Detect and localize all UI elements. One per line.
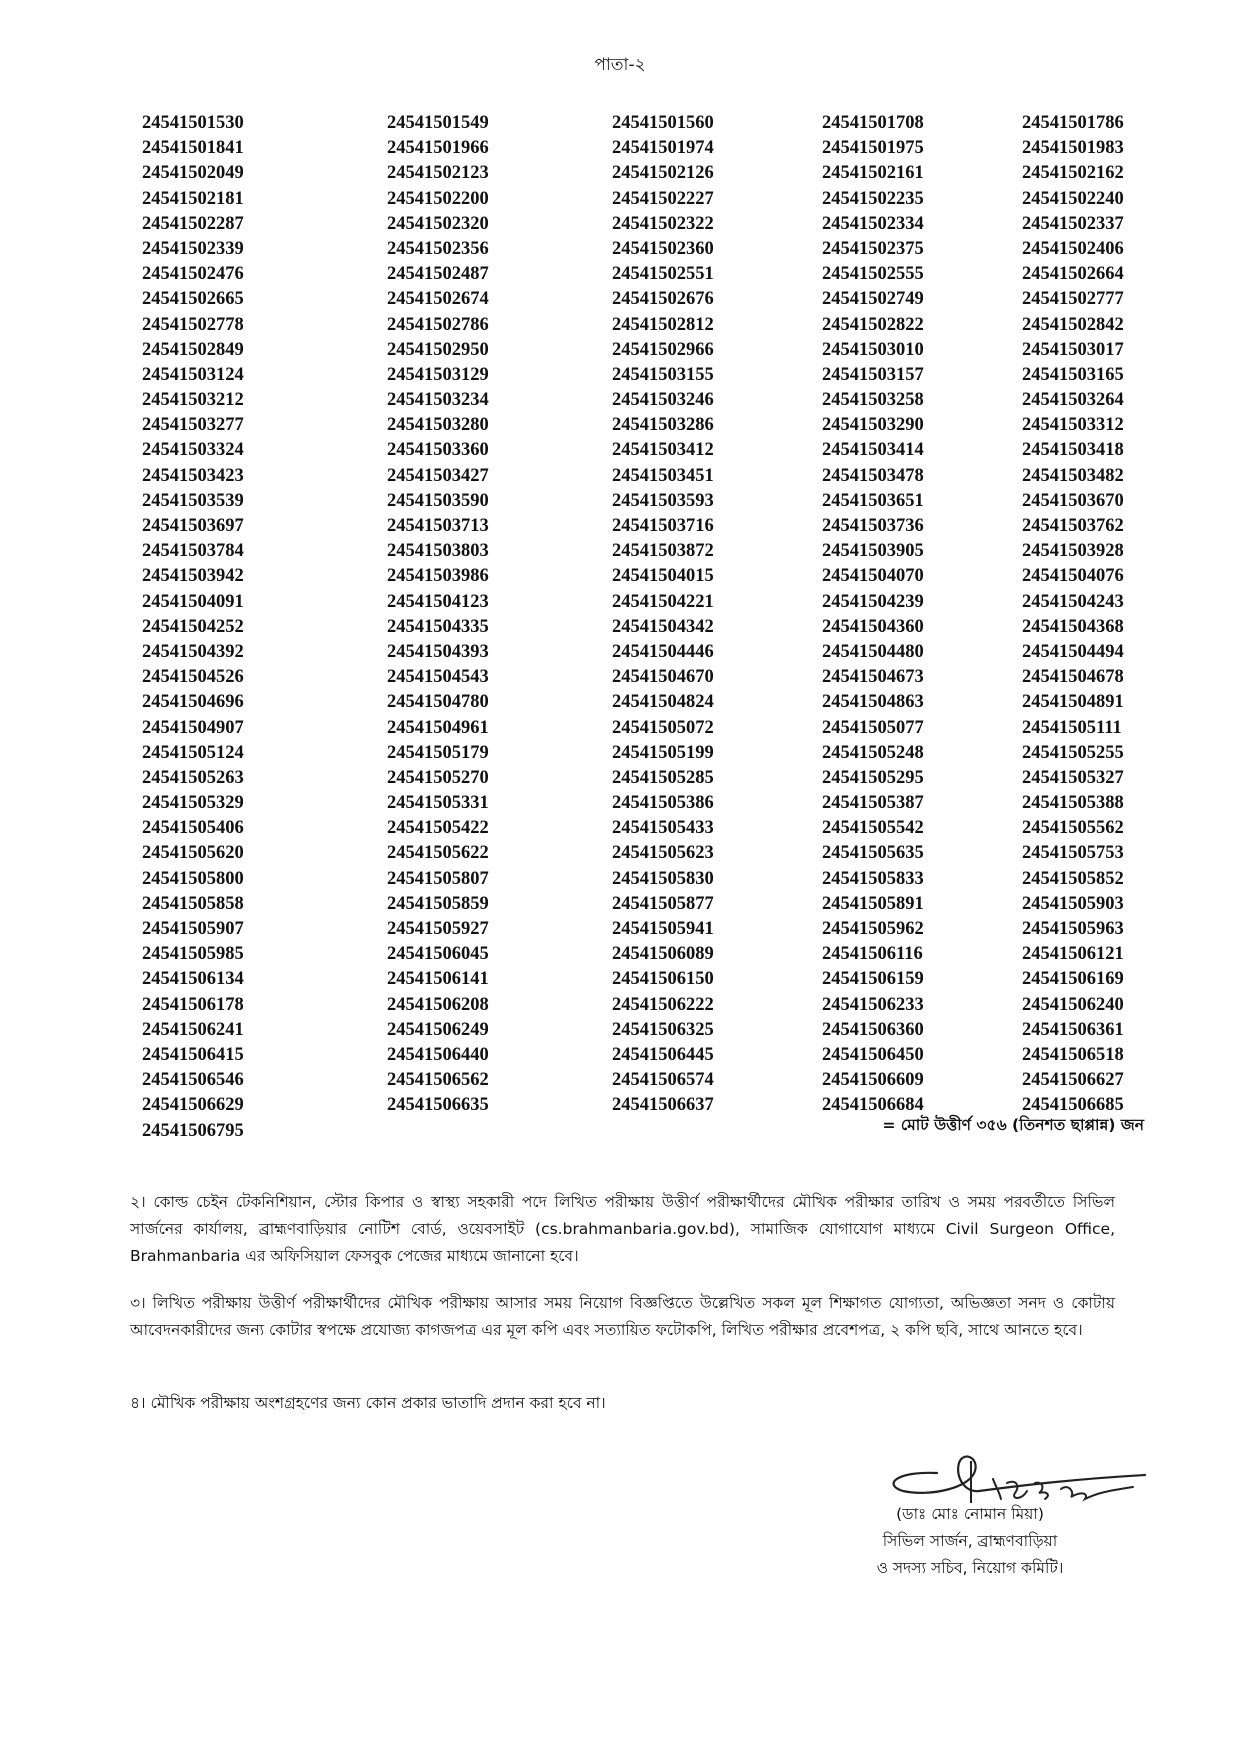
roll-number-cell: 24541504961 <box>387 717 489 738</box>
roll-number-cell: 24541502227 <box>612 188 714 209</box>
roll-number-cell: 24541504070 <box>822 566 924 587</box>
roll-number-cell: 24541502674 <box>387 289 489 310</box>
roll-number-cell: 24541504393 <box>387 641 489 662</box>
roll-number-cell: 24541504824 <box>612 692 714 713</box>
roll-number-cell: 24541505635 <box>822 843 924 864</box>
roll-number-cell: 24541503762 <box>1022 516 1124 536</box>
roll-number-cell: 24541503212 <box>142 390 244 411</box>
roll-number-cell: 24541503010 <box>822 339 924 360</box>
roll-number-cell: 24541502676 <box>612 289 714 310</box>
roll-number-cell: 24541505800 <box>142 868 244 889</box>
roll-number-cell: 24541504863 <box>822 692 924 713</box>
roll-number-cell: 24541503803 <box>387 541 489 562</box>
roll-number-cell: 24541506222 <box>612 994 714 1015</box>
roll-number-cell: 24541506635 <box>387 1095 489 1116</box>
roll-number-cell: 24541503697 <box>142 516 244 536</box>
roll-number-cell: 24541506121 <box>1022 944 1124 965</box>
roll-number-cell: 24541503414 <box>822 440 924 461</box>
roll-number-cell: 24541503157 <box>822 364 924 385</box>
roll-number-cell: 24541505907 <box>142 919 244 939</box>
roll-number-cell: 24541502320 <box>387 213 489 234</box>
roll-number-cell: 24541505422 <box>387 818 489 839</box>
roll-number-cell: 24541502123 <box>387 163 489 184</box>
roll-number-cell: 24541505386 <box>612 793 714 814</box>
roll-number-cell: 24541502162 <box>1022 163 1124 184</box>
roll-number-cell: 24541505285 <box>612 767 714 788</box>
roll-number-cell: 24541505858 <box>142 893 244 914</box>
roll-number-cell: 24541504696 <box>142 692 244 713</box>
roll-number-cell: 24541502322 <box>612 213 714 234</box>
roll-number-cell: 24541501841 <box>142 138 244 159</box>
roll-number-cell: 24541503155 <box>612 364 714 385</box>
notice-paragraph-3: ৩। লিখিত পরীক্ষায় উত্তীর্ণ পরীক্ষার্থীদের মৌখিক পরীক্ষায় আসার সময় নিয়োগ বিজ্ঞপ্তিতে উল্লেখিত সকল মূল শিক্ষাগত যোগ্যতা, অভিজ্ঞতা সনদ ও কোটায় আবেদনকারীদের জন্য কোটার স্বপক্ষে প্রযোজ্য কাগজপত্র এর মূল কপি এবং সত্যায়িত ফটোকপি, লিখিত পরীক্ষার প্রবেশপত্র, ২ কপি ছবি, সাথে আনতে হবে। <box>130 1294 1115 1339</box>
roll-number-cell: 24541505327 <box>1022 767 1124 788</box>
roll-number-cell: 24541505072 <box>612 717 714 738</box>
roll-number-cell: 24541503423 <box>142 465 244 486</box>
roll-number-cell: 24541506089 <box>612 944 714 965</box>
roll-number-cell: 24541506609 <box>822 1070 924 1091</box>
roll-number-cell: 24541503651 <box>822 490 924 511</box>
roll-number-cell: 24541502200 <box>387 188 489 209</box>
roll-number-cell: 24541502777 <box>1022 289 1124 310</box>
roll-number-cell: 24541504252 <box>142 616 244 637</box>
roll-number-cell: 24541506562 <box>387 1070 489 1091</box>
roll-number-cell: 24541505963 <box>1022 919 1124 939</box>
roll-number-cell: 24541506150 <box>612 969 714 990</box>
roll-number-cell: 24541502049 <box>142 163 244 184</box>
roll-number-cell: 24541505830 <box>612 868 714 889</box>
roll-number-cell: 24541504243 <box>1022 591 1124 612</box>
roll-number-cell: 24541501974 <box>612 138 714 159</box>
roll-number-cell: 24541501786 <box>1022 113 1124 133</box>
roll-number-cell: 24541503324 <box>142 440 244 461</box>
roll-number-cell: 24541506116 <box>822 944 923 965</box>
roll-number-cell: 24541505620 <box>142 843 244 864</box>
roll-number-cell: 24541503905 <box>822 541 924 562</box>
roll-number-cell: 24541502337 <box>1022 213 1124 234</box>
roll-number-cell: 24541504678 <box>1022 667 1124 688</box>
roll-number-cell: 24541505255 <box>1022 742 1124 763</box>
roll-number-cell: 24541504221 <box>612 591 714 612</box>
roll-number-cell: 24541506178 <box>142 994 244 1015</box>
roll-number-cell: 24541506325 <box>612 1019 714 1040</box>
notice-paragraph-4: ৪। মৌখিক পরীক্ষায় অংশগ্রহণের জন্য কোন প্রকার ভাতাদি প্রদান করা হবে না। <box>130 1394 606 1412</box>
roll-number-cell: 24541506627 <box>1022 1070 1124 1091</box>
roll-number-cell: 24541503258 <box>822 390 924 411</box>
roll-number-cell: 24541506415 <box>142 1044 244 1065</box>
roll-number-cell: 24541504360 <box>822 616 924 637</box>
roll-number-cell: 24541503129 <box>387 364 489 385</box>
roll-number-cell: 24541502812 <box>612 314 714 335</box>
roll-number-cell: 24541505985 <box>142 944 244 965</box>
roll-number-cell: 24541502842 <box>1022 314 1124 335</box>
roll-number-cell: 24541503234 <box>387 390 489 411</box>
roll-number-cell: 24541502778 <box>142 314 244 335</box>
roll-number-cell: 24541504494 <box>1022 641 1124 662</box>
roll-number-cell: 24541503277 <box>142 415 244 436</box>
roll-number-cell: 24541505124 <box>142 742 244 763</box>
roll-number-cell: 24541506169 <box>1022 969 1124 990</box>
roll-number-cell: 24541505295 <box>822 767 924 788</box>
roll-number-cell: 24541502664 <box>1022 264 1124 285</box>
roll-number-cell: 24541502406 <box>1022 238 1124 259</box>
roll-number-cell <box>612 1119 822 1144</box>
roll-number-cell: 24541505859 <box>387 893 489 914</box>
roll-number-cell: 24541504368 <box>1022 616 1124 637</box>
roll-number-cell: 24541503427 <box>387 465 489 486</box>
roll-number-cell: 24541506440 <box>387 1044 489 1065</box>
roll-number-cell: 24541502339 <box>142 238 244 259</box>
signature-block <box>840 1433 1170 1603</box>
roll-number-cell: 24541505199 <box>612 742 714 763</box>
roll-number-cell: 24541506795 <box>142 1120 244 1141</box>
roll-number-cell: 24541501560 <box>612 113 714 133</box>
roll-number-cell: 24541505248 <box>822 742 924 763</box>
roll-number-cell: 24541502240 <box>1022 188 1124 209</box>
roll-number-cell: 24541506684 <box>822 1095 924 1116</box>
roll-number-cell: 24541505329 <box>142 793 244 814</box>
roll-number-cell: 24541505852 <box>1022 868 1124 889</box>
roll-number-cell: 24541504392 <box>142 641 244 662</box>
roll-number-cell: 24541505406 <box>142 818 244 839</box>
notice-paragraph-2: ২। কোল্ড চেইন টেকনিশিয়ান, স্টোর কিপার ও স্বাস্থ্য সহকারী পদে লিখিত পরীক্ষায় উত্তীর্ণ পরীক্ষার্থীদের মৌখিক পরীক্ষার তারিখ ও সময় পরবর্তীতে সিভিল সার্জনের কার্যালয়, ব্রাহ্মণবাড়িয়ার নোটিশ বোর্ড, ওয়েবসাইট (cs.brahmanbaria.gov.bd), সামাজিক যোগাযোগ মাধ্যমে Civil Surgeon Office, Brahmanbaria এর অফিসিয়াল ফেসবুক পেজের মাধ্যমে জানানো হবে। <box>130 1193 1115 1265</box>
roll-number-cell: 24541501708 <box>822 113 924 133</box>
roll-number-cell: 24541504015 <box>612 566 714 587</box>
roll-number-cell: 24541503478 <box>822 465 924 486</box>
roll-number-cell: 24541505941 <box>612 919 714 939</box>
roll-number-cell: 24541506360 <box>822 1019 924 1040</box>
roll-number-cell: 24541506208 <box>387 994 489 1015</box>
roll-number-cell: 24541503017 <box>1022 339 1124 360</box>
roll-number-cell: 24541505433 <box>612 818 714 839</box>
roll-number-cell: 24541505077 <box>822 717 924 738</box>
roll-number-cell: 24541505331 <box>387 793 489 814</box>
signatory-committee-role: ও সদস্য সচিব, নিয়োগ কমিটি। <box>876 1559 1064 1577</box>
roll-number-cell: 24541502287 <box>142 213 244 234</box>
roll-number-cell: 24541502235 <box>822 188 924 209</box>
roll-number-cell: 24541506159 <box>822 969 924 990</box>
page-number-label: পাতা-২ <box>594 55 646 75</box>
roll-number-cell: 24541502375 <box>822 238 924 259</box>
roll-number-cell: 24541503451 <box>612 465 714 486</box>
roll-number-cell: 24541506249 <box>387 1019 489 1040</box>
roll-number-cell: 24541505179 <box>387 742 489 763</box>
roll-number-cell: 24541504091 <box>142 591 244 612</box>
roll-number-cell: 24541502334 <box>822 213 924 234</box>
roll-number-cell: 24541502966 <box>612 339 714 360</box>
roll-number-cell: 24541503482 <box>1022 465 1124 486</box>
roll-number-cell: 24541506240 <box>1022 994 1124 1015</box>
roll-number-cell: 24541502749 <box>822 289 924 310</box>
roll-number-cell: 24541503784 <box>142 541 244 562</box>
roll-number-cell: 24541503928 <box>1022 541 1124 562</box>
roll-number-cell: 24541504670 <box>612 667 714 688</box>
roll-number-cell: 24541505903 <box>1022 893 1124 914</box>
roll-number-cell: 24541505962 <box>822 919 924 939</box>
roll-number-cell: 24541503165 <box>1022 364 1124 385</box>
roll-number-cell: 24541501530 <box>142 113 244 133</box>
roll-number-cell: 24541503246 <box>612 390 714 411</box>
roll-number-cell: 24541504526 <box>142 667 244 688</box>
roll-number-cell: 24541502126 <box>612 163 714 184</box>
roll-number-cell: 24541506045 <box>387 944 489 965</box>
roll-number-cell: 24541505263 <box>142 767 244 788</box>
roll-number-cell: 24541502487 <box>387 264 489 285</box>
roll-number-cell: 24541506233 <box>822 994 924 1015</box>
roll-number-cell: 24541505623 <box>612 843 714 864</box>
roll-number-cell: 24541506546 <box>142 1070 244 1091</box>
roll-number-cell: 24541501966 <box>387 138 489 159</box>
roll-number-cell: 24541503736 <box>822 516 924 536</box>
roll-number-cell: 24541506134 <box>142 969 244 990</box>
roll-number-cell: 24541503124 <box>142 364 244 385</box>
roll-number-cell: 24541504342 <box>612 616 714 637</box>
roll-number-cell: 24541505542 <box>822 818 924 839</box>
roll-number-cell: 24541506637 <box>612 1095 714 1116</box>
roll-number-cell: 24541504891 <box>1022 692 1124 713</box>
roll-number-cell: 24541505753 <box>1022 843 1124 864</box>
roll-number-cell: 24541506685 <box>1022 1095 1124 1116</box>
roll-number-cell: 24541506361 <box>1022 1019 1124 1040</box>
roll-number-cell: 24541503312 <box>1022 415 1124 436</box>
roll-number-cell: 24541506450 <box>822 1044 924 1065</box>
roll-number-cell: 24541505387 <box>822 793 924 814</box>
roll-number-cell: 24541503418 <box>1022 440 1124 461</box>
roll-number-cell: 24541502822 <box>822 314 924 335</box>
roll-number-cell: 24541504480 <box>822 641 924 662</box>
roll-number-cell: 24541502551 <box>612 264 714 285</box>
roll-number-cell: 24541504907 <box>142 717 244 738</box>
roll-number-cell: 24541503593 <box>612 490 714 511</box>
roll-number-cell: 24541505622 <box>387 843 489 864</box>
roll-number-cell: 24541503872 <box>612 541 714 562</box>
roll-number-cell: 24541504780 <box>387 692 489 713</box>
roll-number-cell: 24541503539 <box>142 490 244 511</box>
roll-number-cell: 24541502786 <box>387 314 489 335</box>
signatory-name: (ডাঃ মোঃ নোমান মিয়া) <box>896 1505 1044 1523</box>
roll-number-cell: 24541503286 <box>612 415 714 436</box>
roll-number-cell: 24541503716 <box>612 516 714 536</box>
roll-number-cell: 24541504673 <box>822 667 924 688</box>
roll-number-cell: 24541502950 <box>387 339 489 360</box>
signatory-designation: সিভিল সার্জন, ব্রাহ্মণবাড়িয়া <box>882 1532 1058 1550</box>
roll-number-cell: 24541501549 <box>387 113 489 133</box>
roll-number-cell: 24541505877 <box>612 893 714 914</box>
roll-number-cell: 24541504543 <box>387 667 489 688</box>
roll-number-cell: 24541504335 <box>387 616 489 637</box>
roll-number-cell: 24541505562 <box>1022 818 1124 839</box>
roll-number-cell: 24541502356 <box>387 238 489 259</box>
roll-number-cell: 24541501975 <box>822 138 924 159</box>
roll-number-cell: 24541502161 <box>822 163 924 184</box>
roll-number-cell: 24541503280 <box>387 415 489 436</box>
roll-number-cell: 24541502555 <box>822 264 924 285</box>
roll-number-cell: 24541506445 <box>612 1044 714 1065</box>
roll-number-cell: 24541504446 <box>612 641 714 662</box>
roll-number-cell: 24541505388 <box>1022 793 1124 814</box>
roll-number-cell: 24541504123 <box>387 591 489 612</box>
roll-number-cell: 24541506141 <box>387 969 489 990</box>
roll-number-cell: 24541503290 <box>822 415 924 436</box>
roll-number-cell: 24541501983 <box>1022 138 1124 159</box>
roll-number-grid <box>142 111 1152 1144</box>
roll-number-cell: 24541505270 <box>387 767 489 788</box>
handwritten-signature <box>875 1433 1165 1508</box>
roll-number-cell: 24541506518 <box>1022 1044 1124 1065</box>
roll-number-cell: 24541502476 <box>142 264 244 285</box>
roll-number-cell <box>387 1119 612 1144</box>
roll-number-cell: 24541503412 <box>612 440 714 461</box>
roll-number-cell: 24541504076 <box>1022 566 1124 587</box>
roll-number-cell: 24541505927 <box>387 919 489 939</box>
roll-number-cell: 24541503360 <box>387 440 489 461</box>
roll-number-cell: 24541502665 <box>142 289 244 310</box>
roll-number-cell: 24541505111 <box>1022 717 1122 738</box>
roll-number-cell: 24541505807 <box>387 868 489 889</box>
roll-number-cell: 24541502360 <box>612 238 714 259</box>
roll-number-cell: 24541506241 <box>142 1019 244 1040</box>
roll-number-cell: 24541503713 <box>387 516 489 536</box>
roll-number-cell: 24541503264 <box>1022 390 1124 411</box>
roll-number-cell: 24541503670 <box>1022 490 1124 511</box>
roll-number-cell: 24541503942 <box>142 566 244 587</box>
roll-number-cell: 24541503590 <box>387 490 489 511</box>
roll-number-cell: 24541502181 <box>142 188 244 209</box>
roll-number-cell: 24541502849 <box>142 339 244 360</box>
roll-number-cell: 24541505891 <box>822 893 924 914</box>
roll-number-cell: 24541506574 <box>612 1070 714 1091</box>
roll-number-cell: 24541503986 <box>387 566 489 587</box>
roll-number-cell: 24541506629 <box>142 1095 244 1116</box>
roll-number-cell: 24541504239 <box>822 591 924 612</box>
total-passed-line: = মোট উত্তীর্ণ ৩৫৬ (তিনশত ছাপ্পান্ন) জন <box>882 1116 1144 1134</box>
roll-number-cell: 24541505833 <box>822 868 924 889</box>
